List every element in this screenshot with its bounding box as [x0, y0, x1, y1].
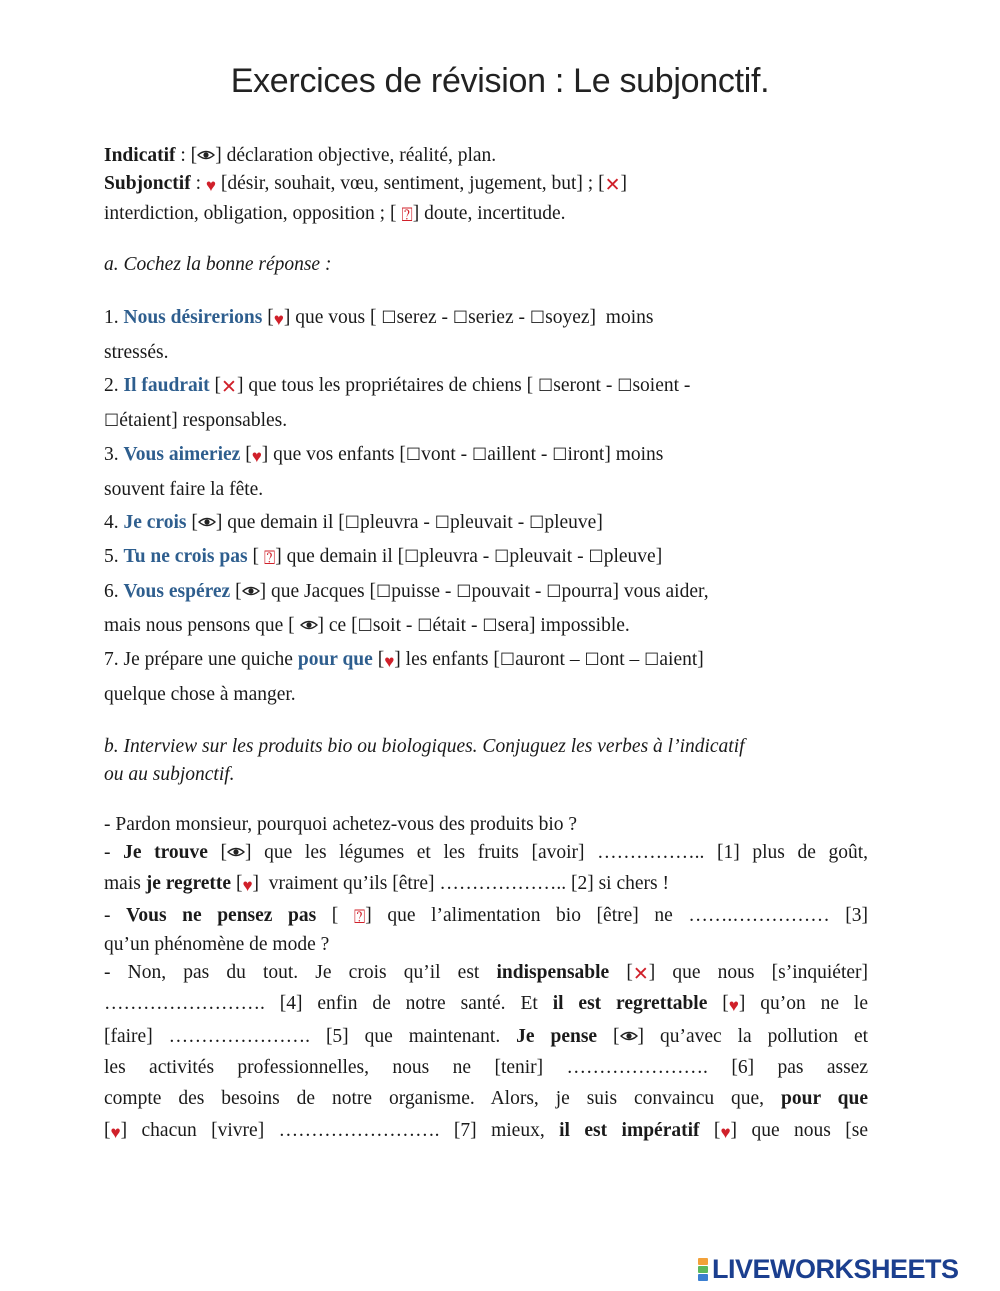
eye-icon	[227, 845, 245, 859]
interview-line-11: [♥] chacun [vivre] ……………………. [7] mieux, il est impératif [♥] que nous [se	[104, 1114, 868, 1149]
option-label: pouvait	[471, 581, 531, 602]
interview-text: qu’on ne le	[760, 993, 869, 1014]
question-end: responsables.	[182, 410, 288, 431]
option-label: soit	[372, 615, 402, 636]
interview-text: que nous [s’inquiéter]	[672, 962, 869, 983]
checkbox[interactable]: ☐	[376, 582, 392, 602]
option-label: était	[432, 615, 467, 636]
interview-line-7: ……………………. [4] enfin de notre santé. Et il est regrettable [♥] qu’on ne le	[104, 988, 868, 1021]
indicatif-label: Indicatif	[104, 145, 176, 166]
checkbox[interactable]: ☐	[405, 445, 422, 465]
checkbox[interactable]: ☐	[381, 308, 397, 328]
question-trigger: Il faudrait	[123, 375, 210, 396]
option-label: pleuvra	[419, 546, 478, 567]
subjonctif-label: Subjonctif	[104, 173, 191, 194]
option-label: vont	[421, 444, 456, 465]
interview-line-1: - Pardon monsieur, pourquoi achetez-vous des produits bio ?	[104, 814, 578, 835]
checkbox[interactable]: ☐	[617, 376, 633, 396]
dash: -	[104, 905, 111, 926]
checkbox[interactable]: ☐	[357, 616, 373, 636]
question-number: 1.	[104, 307, 119, 328]
question-end: moins	[605, 307, 654, 328]
question-5: 5. Tu ne crois pas [ ⍰] que demain il [☐pleuvra - ☐pleuvait - ☐pleuve]	[104, 540, 868, 575]
question-end: moins	[615, 444, 664, 465]
interview-trigger: il est impératif	[559, 1120, 700, 1141]
question-1-cont: stressés.	[104, 342, 169, 363]
question-text: que demain il	[286, 546, 393, 567]
question-trigger: pour que	[297, 649, 373, 670]
question-trigger: Je crois	[123, 512, 187, 533]
option-label: iront	[567, 444, 605, 465]
subjonctif-text-2: interdiction, obligation, opposition ;	[104, 203, 386, 224]
interview-text: chacun [vivre] ……………………. [7] mieux,	[141, 1120, 545, 1141]
checkbox[interactable]: ☐	[529, 513, 545, 533]
interview-trigger: Je pense	[516, 1026, 598, 1047]
interview-line-9: les activités professionnelles, nous ne [tenir] …………………. [6] pas assez	[104, 1057, 868, 1078]
question-end: vous aider,	[623, 581, 709, 602]
legend-subjonctif: Subjonctif : ♥ [désir, souhait, vœu, sentiment, jugement, but] ; [✕]	[104, 170, 868, 200]
question-icon: ⍰	[353, 906, 366, 928]
heart-icon: ♥	[728, 996, 739, 1015]
question-trigger: Nous désirerions	[123, 307, 263, 328]
option-label: soyez	[545, 307, 590, 328]
question-2: 2. Il faudrait [✕] que tous les propriétaires de chiens [ ☐seront - ☐soient -	[104, 369, 868, 404]
question-text: que vous	[295, 307, 366, 328]
checkbox[interactable]: ☐	[499, 650, 516, 670]
interview-text: que l’alimentation bio [être] ne …….…………… [3]	[387, 905, 869, 926]
checkbox[interactable]: ☐	[472, 445, 488, 465]
question-6-cont: mais nous pensons que [ ] ce [☐soit - ☐était - ☐sera] impossible.	[104, 615, 630, 636]
question-end: impossible.	[540, 615, 630, 636]
interview-trigger: pour que	[781, 1088, 869, 1109]
question-text: mais nous pensons que	[104, 615, 284, 636]
question-number: 4.	[104, 512, 119, 533]
question-3: 3. Vous aimeriez [♥] que vos enfants [☐vont - ☐aillent - ☐iront] moins	[104, 438, 868, 473]
option-label: pleuvra	[360, 512, 419, 533]
dash: -	[104, 842, 111, 863]
heart-icon: ♥	[720, 1123, 731, 1142]
interview-line-6: - Non, pas du tout. Je crois qu’il est indispensable [✕] que nous [s’inquiéter]	[104, 959, 868, 988]
checkbox[interactable]: ☐	[546, 582, 562, 602]
legend-indicatif: Indicatif : [ ] déclaration objective, réalité, plan.	[104, 145, 497, 166]
checkbox[interactable]: ☐	[494, 547, 510, 567]
question-number: 2.	[104, 375, 119, 396]
heart-icon: ♥	[251, 447, 262, 466]
interview-text: ……………………. [4] enfin de notre santé. Et	[104, 993, 538, 1014]
section-b-instruction-1: b. Interview sur les produits bio ou biologiques. Conjuguez les verbes à l’indicatif	[104, 736, 745, 757]
page-title: Exercices de révision : Le subjonctif.	[230, 62, 770, 100]
option-label: étaient	[119, 410, 172, 431]
option-label: serez	[396, 307, 437, 328]
question-icon: ⍰	[401, 204, 413, 226]
option-label: pleuve	[544, 512, 597, 533]
checkbox[interactable]: ☐	[644, 650, 660, 670]
option-label: pleuvait	[450, 512, 513, 533]
cross-icon: ✕	[221, 376, 237, 398]
option-label: pourra	[561, 581, 613, 602]
question-1: 1. Nous désirerions [♥] que vous [ ☐serez - ☐seriez - ☐soyez] moins	[104, 301, 868, 336]
section-a-instruction: a. Cochez la bonne réponse :	[104, 254, 332, 275]
interview-text: que les légumes et les fruits [avoir] …………….. [1] plus de goût,	[264, 842, 869, 863]
checkbox[interactable]: ☐	[404, 547, 420, 567]
eye-icon	[300, 618, 318, 632]
question-number: 7.	[104, 649, 119, 670]
indicatif-text: déclaration objective, réalité, plan.	[226, 145, 497, 166]
heart-icon: ♥	[110, 1123, 121, 1142]
interview-text: - Non, pas du tout. Je crois qu’il est	[104, 962, 480, 983]
worksheet-body	[104, 142, 868, 1149]
checkbox[interactable]: ☐	[584, 650, 600, 670]
question-number: 6.	[104, 581, 119, 602]
checkbox[interactable]: ☐	[552, 445, 568, 465]
question-text: ce	[328, 615, 347, 636]
interview-trigger: je regrette	[145, 873, 232, 894]
question-2-cont: ☐étaient] responsables.	[104, 410, 288, 431]
question-text: que Jacques	[270, 581, 365, 602]
question-trigger: Tu ne crois pas	[123, 546, 248, 567]
option-label: aient	[659, 649, 698, 670]
question-text: Je prépare une quiche	[123, 649, 293, 670]
checkbox[interactable]: ☐	[538, 376, 554, 396]
checkbox[interactable]: ☐	[344, 513, 361, 533]
interview-trigger: Je trouve	[123, 842, 208, 863]
question-trigger: Vous aimeriez	[123, 444, 241, 465]
heart-icon: ♥	[384, 652, 395, 671]
checkbox[interactable]: ☐	[482, 616, 498, 636]
logo-text: LIVEWORKSHEETS	[712, 1253, 959, 1284]
question-number: 5.	[104, 546, 119, 567]
question-4: 4. Je crois [ ] que demain il [☐pleuvra - ☐pleuvait - ☐pleuve]	[104, 512, 603, 533]
interview-trigger: Vous ne pensez pas	[126, 905, 317, 926]
interview-text: qu’avec la pollution et	[659, 1026, 869, 1047]
interview-line-10	[104, 1083, 868, 1114]
interview-text: [faire] …………………. [5] que maintenant.	[104, 1026, 501, 1047]
interview-text: compte des besoins de notre organisme. Alors, je suis convaincu que,	[104, 1088, 765, 1109]
option-label: auront	[515, 649, 565, 670]
option-label: sera	[497, 615, 530, 636]
checkbox[interactable]: ☐	[104, 411, 120, 431]
eye-icon	[620, 1029, 638, 1043]
question-3-cont: souvent faire la fête.	[104, 479, 264, 500]
checkbox[interactable]: ☐	[452, 308, 469, 328]
heart-icon: ♥	[205, 176, 216, 195]
eye-icon	[197, 148, 215, 162]
question-icon: ⍰	[263, 547, 276, 569]
heart-icon: ♥	[273, 310, 284, 329]
option-label: seront	[553, 375, 601, 396]
option-label: puisse	[391, 581, 441, 602]
option-label: soient	[632, 375, 680, 396]
cross-icon: ✕	[604, 174, 621, 196]
option-label: aillent	[487, 444, 536, 465]
checkbox[interactable]: ☐	[417, 616, 433, 636]
liveworksheets-logo[interactable]	[698, 1254, 959, 1284]
option-label: seriez	[468, 307, 514, 328]
interview-trigger: il est regrettable	[552, 993, 708, 1014]
question-7-cont: quelque chose à manger.	[104, 684, 296, 705]
checkbox[interactable]: ☐	[434, 513, 450, 533]
interview-text: mais	[104, 873, 141, 894]
section-b-instruction-2: ou au subjonctif.	[104, 764, 235, 785]
checkbox[interactable]: ☐	[529, 308, 546, 328]
interview-text: que nous [se	[751, 1120, 869, 1141]
question-text: que demain il	[227, 512, 334, 533]
interview-line-3: mais je regrette [♥] vraiment qu’ils [être] ……………….. [2] si chers !	[104, 867, 868, 902]
eye-icon	[242, 584, 260, 598]
interview-line-4: - Vous ne pensez pas [ ⍰] que l’alimentation bio [être] ne …….…………… [3]	[104, 902, 868, 931]
option-label: pleuve	[603, 546, 656, 567]
interview-line-8: [faire] …………………. [5] que maintenant. Je pense [ ] qu’avec la pollution et	[104, 1026, 869, 1047]
question-text: les enfants	[405, 649, 489, 670]
checkbox[interactable]: ☐	[588, 547, 604, 567]
interview-text: vraiment qu’ils [être] ……………….. [2] si chers !	[268, 873, 669, 894]
question-text: que tous les propriétaires de chiens	[248, 375, 522, 396]
subjonctif-text-1: [désir, souhait, vœu, sentiment, jugement, but] ;	[220, 173, 594, 194]
subjonctif-text-3: doute, incertitude.	[424, 203, 566, 224]
interview-line-2: - Je trouve [ ] que les légumes et les fruits [avoir] …………….. [1] plus de goût,	[104, 842, 869, 863]
checkbox[interactable]: ☐	[456, 582, 472, 602]
option-label: pleuvait	[509, 546, 573, 567]
logo-mark-icon	[698, 1258, 708, 1281]
heart-icon: ♥	[242, 876, 253, 895]
question-number: 3.	[104, 444, 119, 465]
option-label: ont	[599, 649, 625, 670]
question-text: que vos enfants	[273, 444, 395, 465]
question-6: 6. Vous espérez [ ] que Jacques [☐puisse - ☐pouvait - ☐pourra] vous aider,	[104, 581, 709, 602]
interview-line-5: qu’un phénomène de mode ?	[104, 934, 330, 955]
eye-icon	[198, 515, 216, 529]
cross-icon: ✕	[632, 963, 649, 985]
interview-trigger: indispensable	[496, 962, 610, 983]
question-7: 7. Je prépare une quiche pour que [♥] les enfants [☐auront – ☐ont – ☐aient]	[104, 643, 868, 678]
question-trigger: Vous espérez	[123, 581, 231, 602]
legend-subjonctif-cont: interdiction, obligation, opposition ; [ ⍰] doute, incertitude.	[104, 200, 868, 229]
